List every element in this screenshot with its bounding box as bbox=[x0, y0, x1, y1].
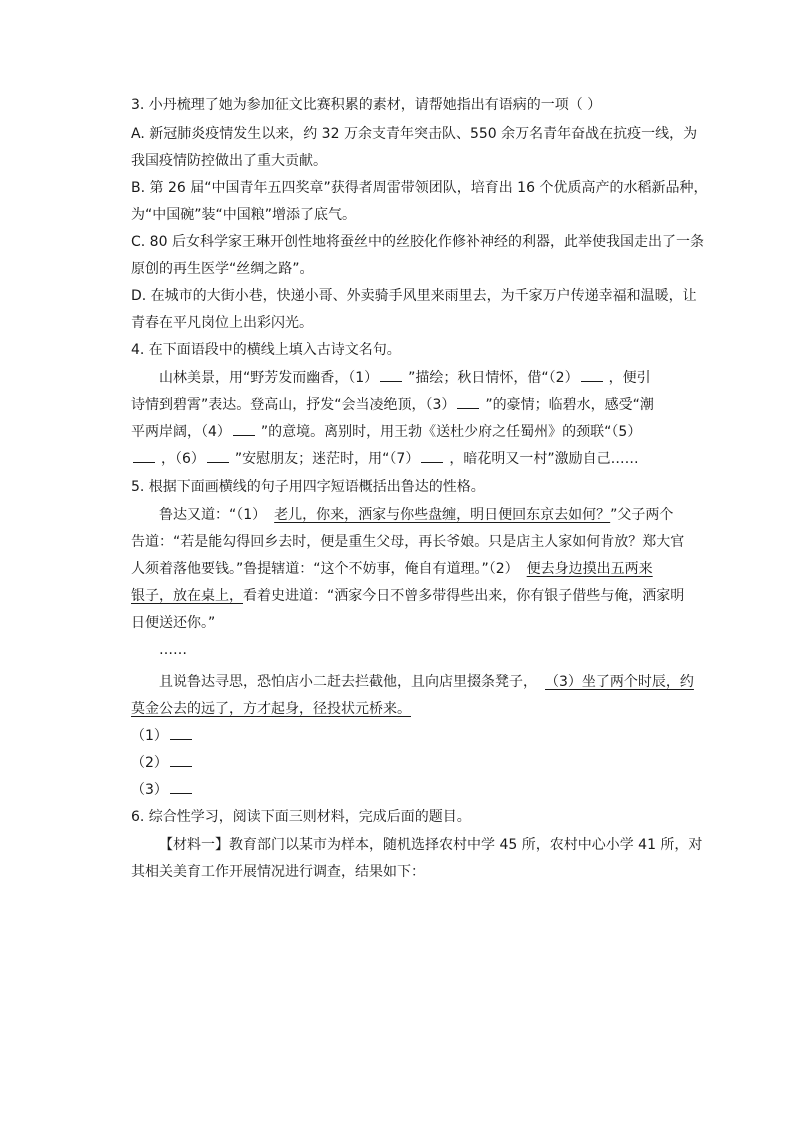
blank-4[interactable] bbox=[233, 422, 255, 436]
answer-label-1: （1） bbox=[131, 728, 168, 744]
underlined-sentence-3b: 莫金公去的远了，方才起身，径投状元桥来。 bbox=[131, 701, 411, 717]
q5-para-line1 bbox=[159, 505, 691, 527]
q5-p3-text-a: 人须着落他要钱。”鲁提辖道：“这个不妨事，俺自有道理。”（2） bbox=[131, 561, 519, 577]
blank-6[interactable] bbox=[207, 449, 229, 463]
q3-option-d-line1: D. 在城市的大街小巷，快递小哥、外卖骑手风里来雨里去，为千家万户传递幸福和温暖，让 bbox=[131, 288, 697, 304]
q3-option-c-line1: C. 80 后女科学家王琳开创性地将蚕丝中的丝胶化作修补神经的利器，此举使我国走出了一条 bbox=[131, 234, 704, 250]
q5-p6-text-a: 且说鲁达寻思，恐怕店小二赶去拦截他，且向店里掇条凳子， bbox=[159, 674, 537, 690]
q3-stem: 3. 小丹梳理了她为参加征文比赛积累的素材，请帮她指出有语病的一项（ ） bbox=[131, 97, 602, 113]
q5-para2-line1 bbox=[159, 672, 694, 694]
q5-answer-1 bbox=[131, 726, 691, 748]
answer-label-3: （3） bbox=[131, 782, 168, 798]
q5-para-line3 bbox=[131, 559, 691, 581]
q4-line2-text-b: ”的豪情；临碧水，感受“潮 bbox=[485, 397, 654, 413]
q5-para2-line2 bbox=[131, 699, 691, 721]
q3-option-c-line2: 原创的再生医学“丝绸之路”。 bbox=[131, 261, 314, 277]
answer-blank-1[interactable] bbox=[170, 726, 192, 740]
q4-line3-text-a: 平两岸阔，（4） bbox=[131, 424, 231, 440]
blank-5[interactable] bbox=[133, 449, 155, 463]
q4-line4 bbox=[131, 449, 691, 471]
q6-stem: 6. 综合性学习，阅读下面三则材料，完成后面的题目。 bbox=[131, 809, 471, 825]
blank-7[interactable] bbox=[421, 449, 443, 463]
q6-material1-line2: 其相关美育工作开展情况进行调查，结果如下： bbox=[131, 864, 425, 880]
q5-p1-text-a: 鲁达又道：“（1） bbox=[159, 507, 267, 523]
blank-2[interactable] bbox=[581, 368, 603, 382]
q4-line1-text-b: ”描绘；秋日情怀，借“（2） bbox=[408, 370, 579, 386]
answer-blank-2[interactable] bbox=[170, 753, 192, 767]
underlined-sentence-3a: （3）坐了两个时辰，约 bbox=[545, 674, 694, 690]
q5-para-line2: 告道：“若是能勾得回乡去时，便是重生父母，再长爷娘。只是店主人家如何肯放？郑大官 bbox=[131, 534, 685, 550]
blank-1[interactable] bbox=[380, 368, 402, 382]
q5-ellipsis: …… bbox=[159, 642, 187, 658]
q5-p1-text-b: ”父子两个 bbox=[610, 507, 674, 523]
q4-line4-text-b: ”安慰朋友；迷茫时，用“（7） bbox=[234, 451, 420, 467]
q3-option-d-line2: 青春在平凡岗位上出彩闪光。 bbox=[131, 315, 313, 331]
blank-3[interactable] bbox=[457, 395, 479, 409]
q3-option-a-line2: 我国疫情防控做出了重大贡献。 bbox=[131, 153, 327, 169]
q3-option-b-line1: B. 第 26 届“中国青年五四奖章”获得者周雷带领团队，培育出 16 个优质高产的水稻新品种， bbox=[131, 180, 708, 196]
underlined-sentence-1: 老儿，你来，洒家与你些盘缠，明日便回东京去如何？ bbox=[274, 507, 611, 523]
q4-line3-text-b: ”的意境。离别时，用王勃《送杜少府之任蜀州》的颈联“（5） bbox=[260, 424, 642, 440]
q4-line1-text-a: 山林美景，用“野芳发而幽香，（1） bbox=[159, 370, 379, 386]
q4-line1-text-c: ，便引 bbox=[608, 370, 651, 386]
q5-para-line5: 日便送还你。” bbox=[131, 615, 216, 631]
q6-material1-line1: 【材料一】教育部门以某市为样本，随机选择农村中学 45 所，农村中心小学 41 所，对 bbox=[159, 837, 703, 853]
q4-line3 bbox=[131, 422, 691, 444]
underlined-sentence-2a: 便去身边摸出五两来 bbox=[526, 561, 653, 577]
q4-line4-text-c: ，暗花明又一村”激励自己…… bbox=[449, 451, 639, 467]
q3-option-a-line1: A. 新冠肺炎疫情发生以来，约 32 万余支青年突击队、550 余万名青年奋战在抗疫一线，为 bbox=[131, 126, 698, 142]
answer-blank-3[interactable] bbox=[170, 780, 192, 794]
q5-stem: 5. 根据下面画横线的句子用四字短语概括出鲁达的性格。 bbox=[131, 479, 485, 495]
q5-p4-text-b: 看着史进道：“洒家今日不曾多带得些出来，你有银子借些与俺，洒家明 bbox=[243, 588, 685, 604]
answer-label-2: （2） bbox=[131, 755, 168, 771]
q5-para-line4 bbox=[131, 586, 691, 608]
q5-answer-2 bbox=[131, 753, 691, 775]
q3-option-b-line2: 为“中国碗”装“中国粮”增添了底气。 bbox=[131, 207, 357, 223]
q4-line2-text-a: 诗情到碧霄”表达。登高山，抒发“会当凌绝顶，（3） bbox=[131, 397, 456, 413]
q4-line2 bbox=[131, 395, 691, 417]
q4-stem: 4. 在下面语段中的横线上填入古诗文名句。 bbox=[131, 342, 401, 358]
q4-line1 bbox=[159, 368, 691, 390]
underlined-sentence-2b: 银子，放在桌上， bbox=[131, 588, 243, 604]
q5-answer-3 bbox=[131, 780, 691, 802]
q4-line4-text-a: ，（6） bbox=[161, 451, 205, 467]
